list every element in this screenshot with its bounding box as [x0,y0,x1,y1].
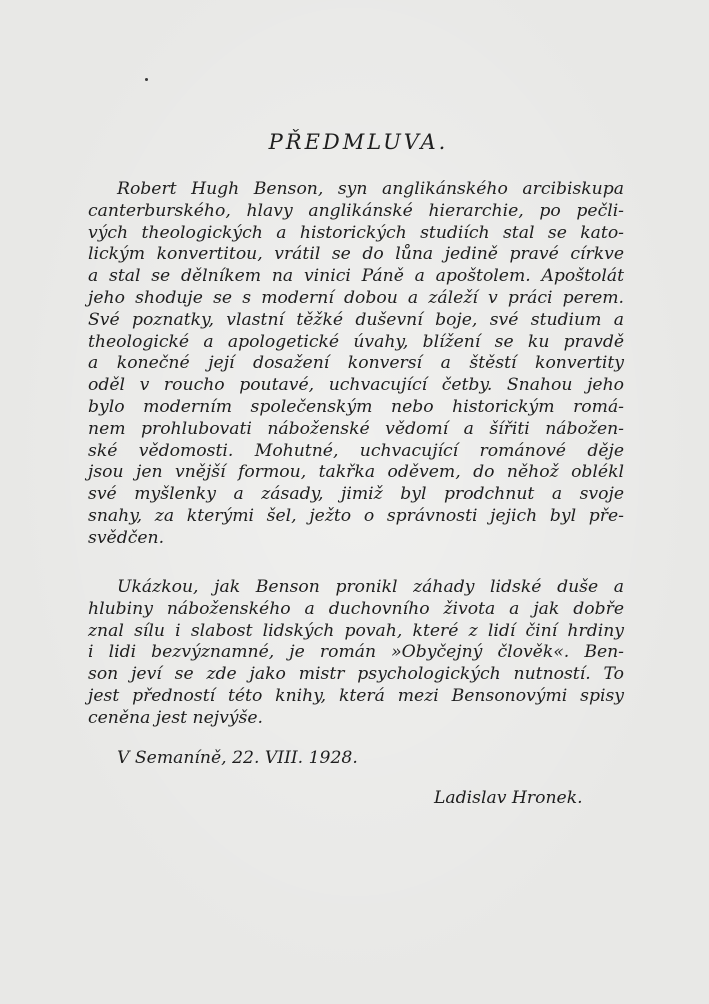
page-title: PŘEDMLUVA. [268,130,449,154]
text-line: a konečné její dosažení konversí a štěstí konvertity [88,353,624,374]
text-line: Své poznatky, vlastní těžké duševní boje, své studium a [88,309,624,330]
text-line: nem prohlubovati náboženské vědomí a šířiti nábožen- [88,418,624,439]
text-line: ské vědomosti. Mohutné, uchvacující románové děje [88,440,624,461]
text-line: lickým konvertitou, vrátil se do lůna jedině pravé církve [88,244,624,265]
text-line: jest předností této knihy, která mezi Bensonovými spisy [88,685,624,706]
text-line: znal sílu i slabost lidských povah, které z lidí činí hrdiny [88,620,624,641]
author-signature: Ladislav Hronek. [434,788,583,808]
place-date: V Semaníně, 22. VIII. 1928. [117,748,358,768]
text-line: canterburského, hlavy anglikánské hierarchie, po pečli- [88,200,624,221]
text-line: bylo moderním společenským nebo historickým romá- [88,396,624,417]
text-line: a stal se dělníkem na vinici Páně a apoštolem. Apoštolát [88,266,624,287]
text-line: son jeví se zde jako mistr psychologických nutností. To [88,664,624,685]
text-line: i lidi bezvýznamné, je román »Obyčejný člověk«. Ben- [88,642,624,663]
text-line: své myšlenky a zásady, jimiž byl prodchnut a svoje [88,484,624,505]
text-line: svědčen. [88,527,165,548]
paragraph-2 [88,577,624,730]
text-line: snahy, za kterými šel, ježto o správnosti jejich byl pře- [88,505,624,526]
print-speck [145,78,148,81]
text-line: ceněna jest nejvýše. [88,707,263,728]
text-line: Robert Hugh Benson, syn anglikánského arcibiskupa [117,179,624,199]
text-line: jeho shoduje se s moderní dobou a záleží v práci perem. [88,287,624,308]
text-line: hlubiny náboženského a duchovního života a jak dobře [88,598,624,619]
text-line: Ukázkou, jak Benson pronikl záhady lidské duše a [117,577,624,597]
text-line: theologické a apologetické úvahy, blížení se ku pravdě [88,331,624,352]
text-line: oděl v roucho poutavé, uchvacující četby. Snahou jeho [88,375,624,396]
text-line: jsou jen vnější formou, takřka oděvem, do něhož oblékl [88,462,624,483]
paragraph-1 [88,179,624,550]
text-line: vých theologických a historických studiích stal se kato- [88,222,624,243]
